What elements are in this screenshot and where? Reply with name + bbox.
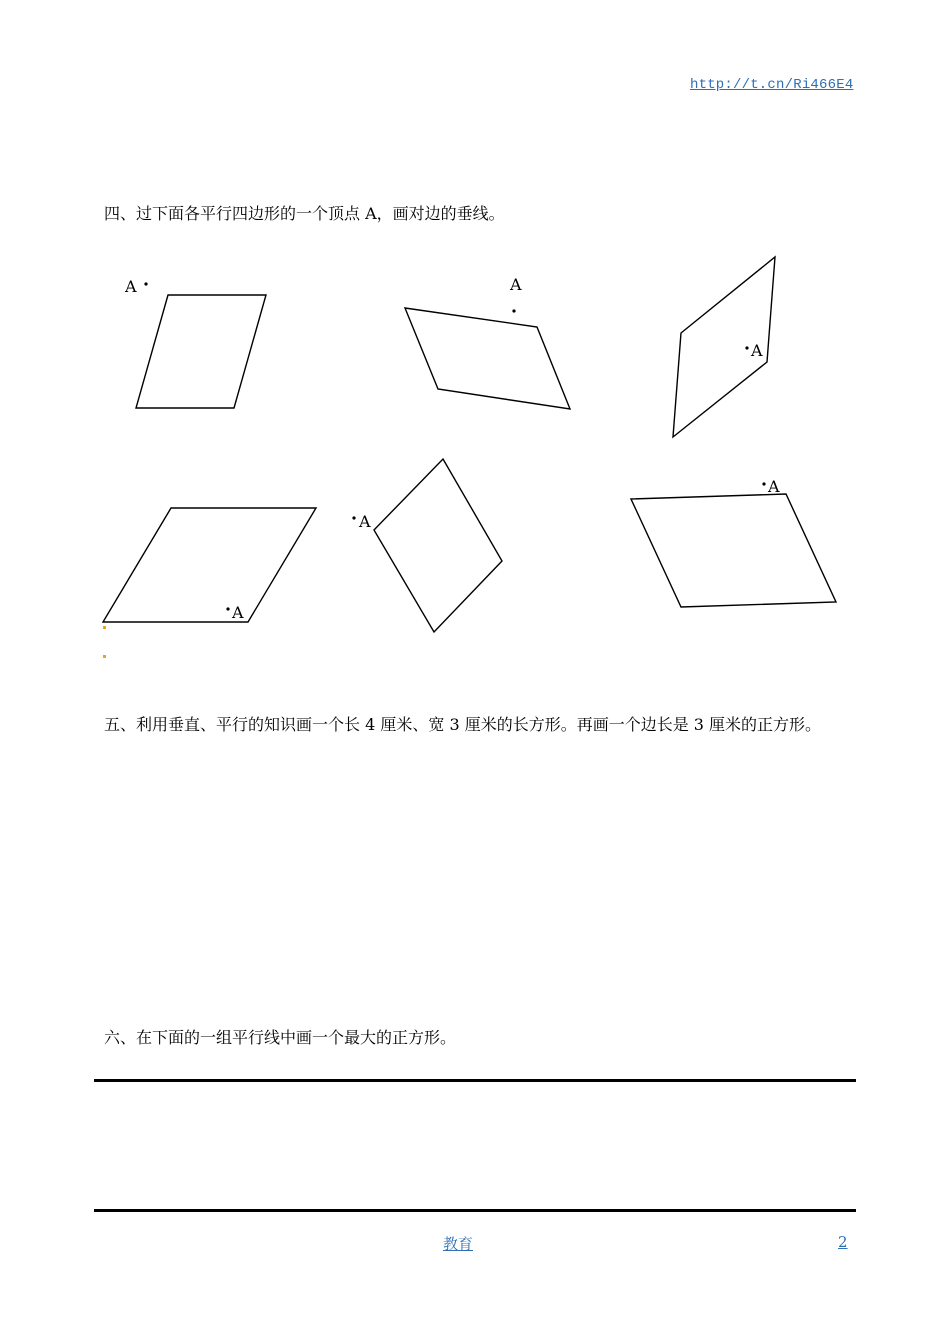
page-number[interactable]: 2	[838, 1233, 848, 1251]
vertex-label-1: A	[125, 277, 137, 296]
parallelogram-1	[136, 295, 266, 408]
parallelogram-2	[405, 308, 570, 409]
vertex-dot-3	[745, 346, 748, 349]
vertex-dot-2	[512, 309, 515, 312]
vertex-label-5: A	[359, 512, 371, 531]
vertex-label-3: A	[751, 341, 763, 360]
question-6-text: 六、在下面的一组平行线中画一个最大的正方形。	[104, 1028, 457, 1047]
edit-mark	[103, 626, 106, 629]
vertex-label-6: A	[768, 477, 780, 496]
vertex-label-2: A	[510, 275, 522, 294]
question-4-text: 四、过下面各平行四边形的一个顶点 A，画对边的垂线。	[104, 204, 505, 223]
vertex-dot-4	[226, 607, 229, 610]
vertex-dot-6	[762, 482, 765, 485]
parallel-line-top	[94, 1079, 856, 1082]
question-5-text: 五、利用垂直、平行的知识画一个长 4 厘米、宽 3 厘米的长方形。再画一个边长是 3 厘米的正方形。	[104, 715, 822, 734]
footer-link[interactable]: 教育	[443, 1235, 474, 1253]
parallel-line-bottom	[94, 1209, 856, 1212]
vertex-dot-1	[144, 282, 147, 285]
parallelogram-5	[374, 459, 502, 632]
header-link[interactable]: http://t.cn/Ri466E4	[690, 77, 854, 93]
parallelogram-4	[103, 508, 316, 622]
vertex-dot-5	[352, 516, 355, 519]
vertex-label-4: A	[232, 603, 244, 622]
edit-mark	[103, 655, 106, 658]
parallelogram-6	[631, 494, 836, 607]
